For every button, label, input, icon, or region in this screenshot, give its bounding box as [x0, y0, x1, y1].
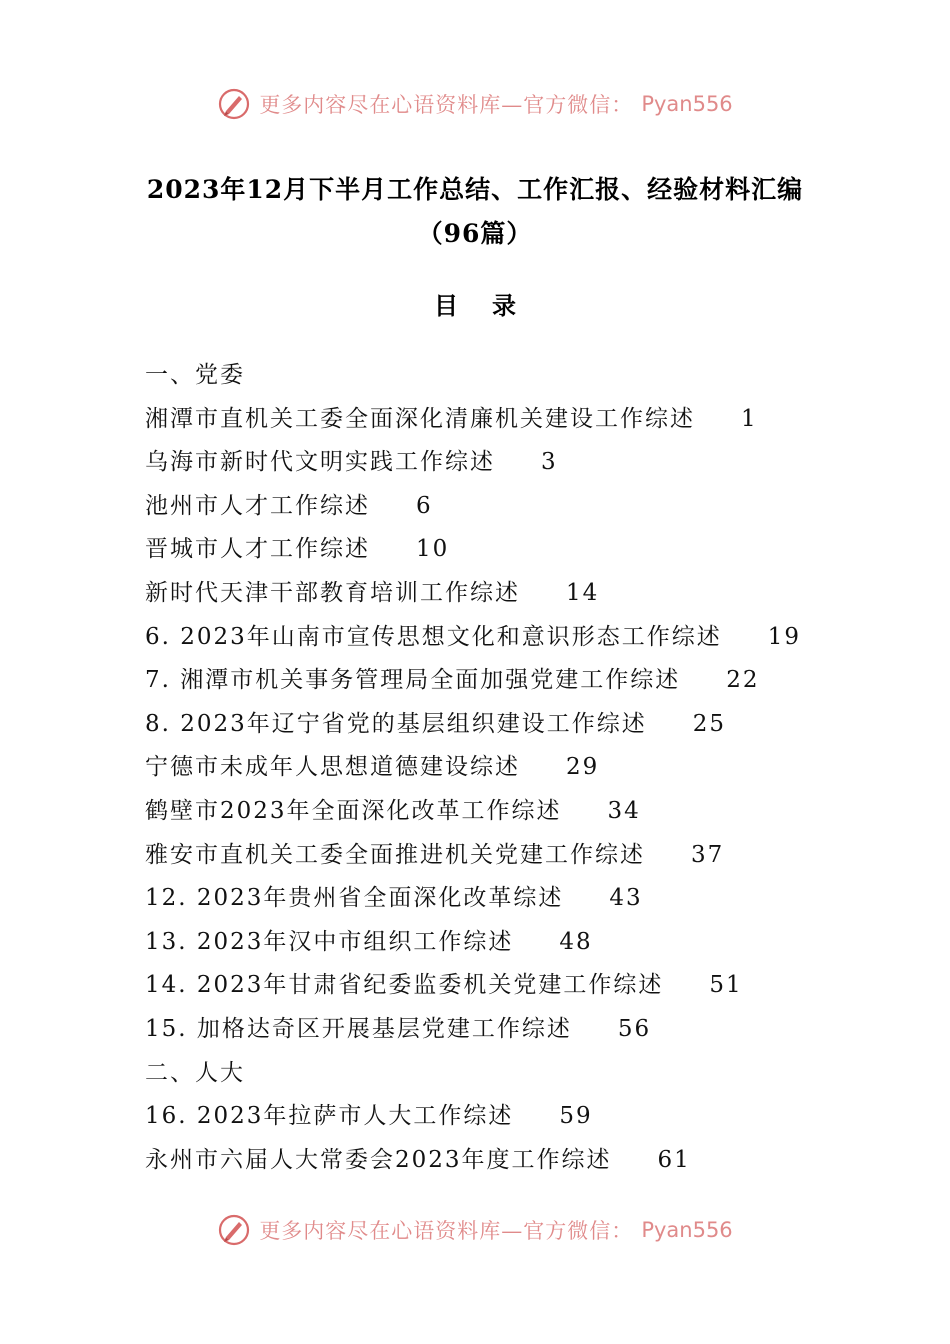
toc-entry [145, 1095, 845, 1139]
toc-entry-title: 15. 加格达奇区开展基层党建工作综述 [145, 1015, 572, 1042]
toc-entry-title: 池州市人才工作综述 [145, 492, 370, 519]
toc-entry [145, 528, 845, 572]
toc-entry-title: 雅安市直机关工委全面推进机关党建工作综述 [145, 841, 645, 868]
toc-entry-page-number: 10 [416, 536, 450, 563]
pen-logo-icon [217, 1213, 251, 1247]
toc-entry [145, 877, 845, 921]
toc-entry-page-number: 14 [566, 579, 600, 606]
toc-entry-title: 新时代天津干部教育培训工作综述 [145, 579, 520, 606]
toc-entry-title: 湘潭市直机关工委全面深化清廉机关建设工作综述 [145, 405, 695, 432]
document-subtitle-count: （96篇） [417, 219, 533, 248]
toc-section-heading: 二、人大 [145, 1059, 245, 1086]
toc-entry-title: 6. 2023年山南市宣传思想文化和意识形态工作综述 [145, 623, 722, 650]
toc-entry-title: 7. 湘潭市机关事务管理局全面加强党建工作综述 [145, 667, 681, 694]
toc-entry-page-number: 22 [726, 667, 760, 694]
toc-entry [145, 834, 845, 878]
toc-entry-page-number: 48 [559, 928, 593, 955]
toc-entry-page-number: 43 [609, 885, 643, 912]
toc-entry-title: 16. 2023年拉萨市人大工作综述 [145, 1103, 514, 1130]
toc-entry-page-number: 61 [657, 1146, 691, 1173]
watermark-wechat-id: Pyan556 [641, 1218, 733, 1242]
watermark-wechat-id: Pyan556 [641, 92, 733, 116]
watermark-text: 更多内容尽在心语资料库—官方微信： [259, 1219, 634, 1243]
toc-entry-page-number: 51 [709, 972, 743, 999]
toc-entry [145, 746, 845, 790]
toc-entry-title: 12. 2023年贵州省全面深化改革综述 [145, 885, 564, 912]
toc-entry-title: 宁德市未成年人思想道德建设综述 [145, 754, 520, 781]
table-of-contents [145, 354, 845, 1182]
watermark-footer [0, 1210, 950, 1250]
toc-entry [145, 790, 845, 834]
toc-entry-page-number: 29 [566, 754, 600, 781]
toc-entry-title: 8. 2023年辽宁省党的基层组织建设工作综述 [145, 710, 647, 737]
toc-entry [145, 921, 845, 965]
toc-entry-page-number: 56 [617, 1015, 652, 1042]
toc-entry [145, 659, 845, 703]
pen-logo-icon [217, 87, 251, 121]
toc-entry [145, 441, 845, 485]
document-title: 2023年12月下半月工作总结、工作汇报、经验材料汇编 [146, 175, 804, 204]
toc-entry [145, 1139, 845, 1183]
toc-entry [145, 572, 845, 616]
watermark-header [0, 84, 950, 124]
toc-entry-title: 鹤壁市2023年全面深化改革工作综述 [145, 797, 562, 824]
toc-entry-title: 晋城市人才工作综述 [145, 536, 370, 563]
toc-entry-page-number: 34 [607, 797, 641, 824]
toc-section-heading: 一、党委 [145, 362, 245, 388]
toc-entry [145, 398, 845, 442]
toc-entry-title: 乌海市新时代文明实践工作综述 [145, 449, 495, 476]
toc-entry-page-number: 59 [559, 1103, 593, 1130]
toc-entry [145, 616, 845, 660]
toc-entry-page-number: 6 [416, 492, 433, 519]
toc-entry-page-number: 19 [767, 623, 802, 650]
toc-entry [145, 703, 845, 747]
toc-entry-title: 13. 2023年汉中市组织工作综述 [145, 928, 514, 955]
toc-entry-page-number: 37 [691, 841, 725, 868]
toc-entry [145, 1008, 845, 1052]
toc-entry-page-number: 1 [741, 405, 758, 432]
watermark-text: 更多内容尽在心语资料库—官方微信： [259, 93, 634, 117]
toc-entry [145, 964, 845, 1008]
toc-entry-title: 14. 2023年甘肃省纪委监委机关党建工作综述 [145, 972, 664, 999]
toc-heading: 目录 [434, 291, 550, 320]
toc-entry-title: 永州市六届人大常委会2023年度工作综述 [145, 1146, 612, 1173]
toc-entry-page-number: 25 [692, 710, 727, 737]
toc-entry [145, 485, 845, 529]
toc-entry-page-number: 3 [541, 449, 558, 476]
